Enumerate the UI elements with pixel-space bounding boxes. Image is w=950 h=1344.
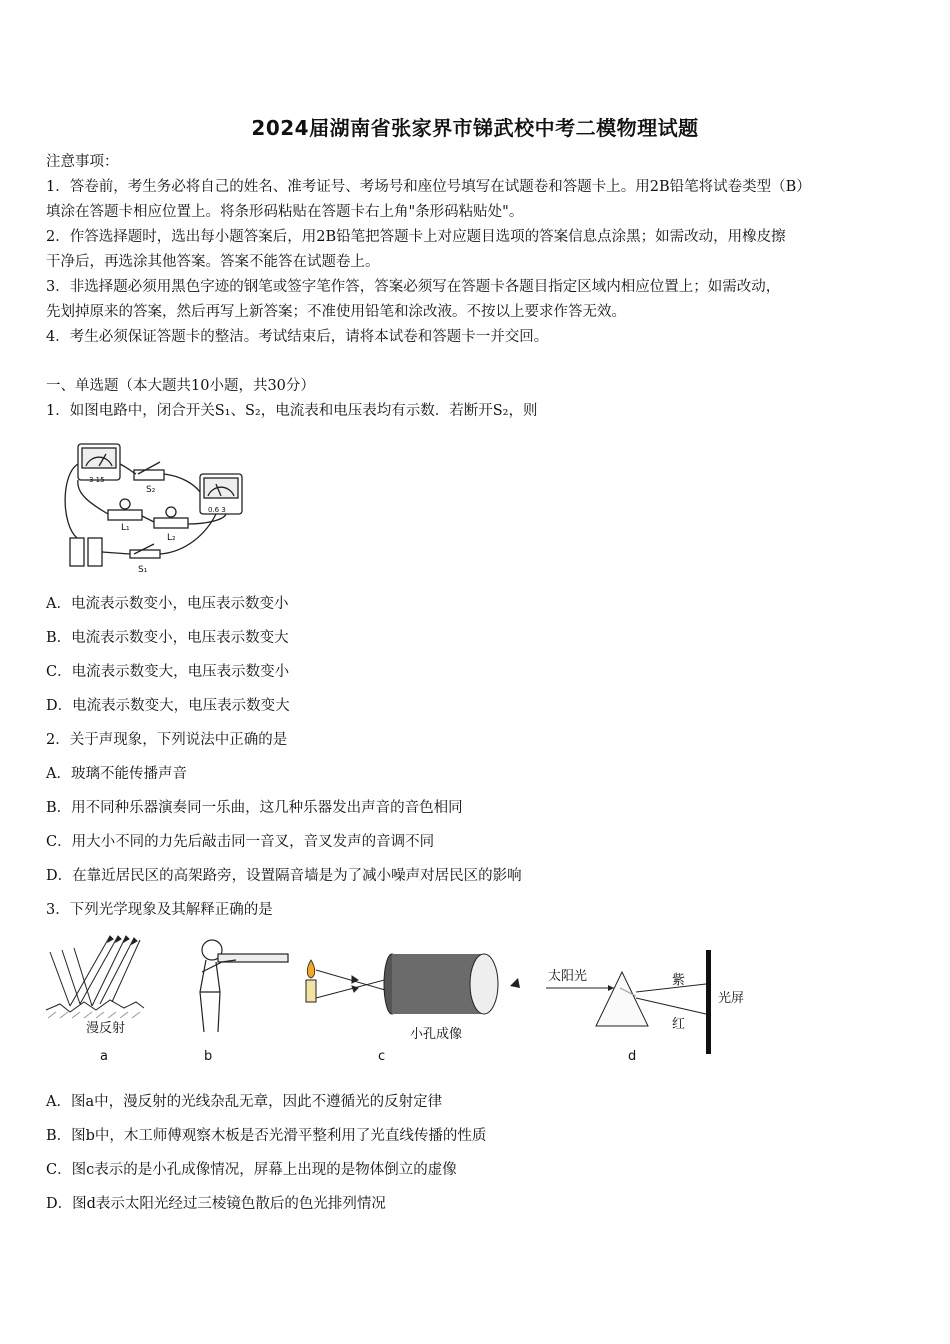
- screen-icon: [706, 950, 711, 1054]
- label-s2: S₂: [146, 485, 156, 495]
- label-d: d: [628, 1049, 637, 1064]
- label-s1: S₁: [138, 565, 148, 575]
- battery-icon: [70, 538, 84, 566]
- label-purple: 紫: [672, 973, 686, 988]
- q1-option-c: C．电流表示数变大，电压表示数变小: [46, 664, 290, 680]
- question-3-stem: 3．下列光学现象及其解释正确的是: [46, 902, 273, 918]
- notice-line: 先划掉原来的答案，然后再写上新答案；不准使用铅笔和涂改液。不按以上要求作答无效。: [46, 304, 626, 320]
- q2-option-b: B．用不同种乐器演奏同一乐曲，这几种乐器发出声音的音色相同: [46, 800, 463, 816]
- label-red: 红: [672, 1017, 686, 1032]
- section-heading: 一、单选题（本大题共10小题，共30分）: [46, 378, 315, 394]
- circuit-figure: [56, 434, 256, 579]
- bulb-l1-icon: [108, 510, 142, 520]
- switch-s2-icon: [134, 470, 164, 480]
- notice-line: 2．作答选择题时，选出每小题答案后，用2B铅笔把答题卡上对应题目选项的答案信息点涂黑；如需改动，用橡皮擦: [46, 229, 786, 245]
- q2-option-a: A．玻璃不能传播声音: [46, 766, 187, 782]
- label-sunlight: 太阳光: [548, 969, 588, 984]
- label-a: a: [100, 1049, 108, 1064]
- notice-heading: 注意事项：: [46, 154, 119, 170]
- carpenter-figure: [200, 940, 288, 1032]
- question-1-stem: 1．如图电路中，闭合开关S₁、S₂，电流表和电压表均有示数．若断开S₂，则: [46, 403, 538, 419]
- q2-option-d: D．在靠近居民区的高架路旁，设置隔音墙是为了减小噪声对居民区的影响: [46, 868, 522, 884]
- notice-line: 干净后，再选涂其他答案。答案不能答在试题卷上。: [46, 254, 380, 270]
- notice-line: 填涂在答题卡相应位置上。将条形码粘贴在答题卡右上角"条形码粘贴处"。: [46, 204, 524, 220]
- diffuse-reflection-diagram: [46, 936, 144, 1018]
- question-2-stem: 2．关于声现象，下列说法中正确的是: [46, 732, 288, 748]
- q3-option-b: B．图b中，木工师傅观察木板是否光滑平整利用了光直线传播的性质: [46, 1128, 487, 1144]
- q3-option-a: A．图a中，漫反射的光线杂乱无章，因此不遵循光的反射定律: [46, 1094, 443, 1110]
- bulb-l2-icon: [154, 518, 188, 528]
- q2-option-c: C．用大小不同的力先后敲击同一音叉，音叉发声的音调不同: [46, 834, 435, 850]
- optics-figure: [40, 932, 760, 1072]
- label-l2: L₂: [167, 533, 176, 543]
- pinhole-diagram: [306, 954, 520, 1014]
- notice-line: 3．非选择题必须用黑色字迹的钢笔或签字笔作答，答案必须写在答题卡各题目指定区域内相应位置上；如需改动，: [46, 279, 781, 295]
- label-l1: L₁: [121, 523, 130, 533]
- caption-pinhole: 小孔成像: [410, 1027, 463, 1042]
- q3-option-c: C．图c表示的是小孔成像情况，屏幕上出现的是物体倒立的虚像: [46, 1162, 457, 1178]
- prism-diagram: [546, 950, 744, 1054]
- q1-option-a: A．电流表示数变小，电压表示数变小: [46, 596, 289, 612]
- page-title: 2024届湖南省张家界市锑武校中考二模物理试题: [251, 116, 699, 140]
- notice-line: 4．考生必须保证答题卡的整洁。考试结束后，请将本试卷和答题卡一并交回。: [46, 329, 549, 345]
- ammeter-scale: 0.6 3: [208, 506, 226, 514]
- caption-diffuse: 漫反射: [86, 1021, 126, 1036]
- label-screen: 光屏: [718, 991, 745, 1006]
- q1-option-d: D．电流表示数变大，电压表示数变大: [46, 698, 290, 714]
- q1-option-b: B．电流表示数变小，电压表示数变大: [46, 630, 289, 646]
- label-c: c: [378, 1049, 386, 1064]
- q3-option-d: D．图d表示太阳光经过三棱镜色散后的色光排列情况: [46, 1196, 386, 1212]
- notice-line: 1．答卷前，考生务必将自己的姓名、准考证号、考场号和座位号填写在试题卷和答题卡上。用2B铅笔将试卷类型（B）: [46, 179, 811, 195]
- label-b: b: [204, 1049, 213, 1064]
- voltmeter-scale: 3 15: [89, 476, 105, 484]
